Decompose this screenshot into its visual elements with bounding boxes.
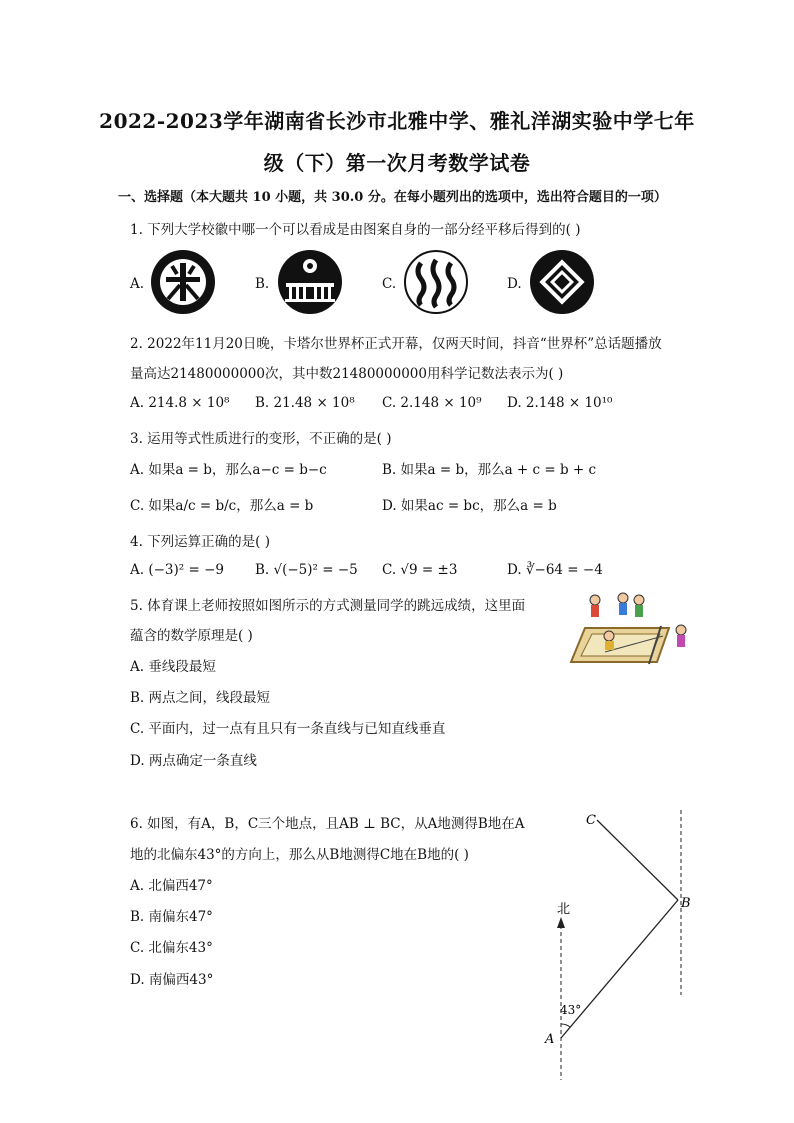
long-jump-illustration [565,592,695,668]
q6-option-d: D. 南偏西43° [130,972,214,988]
peking-university-logo [150,249,216,315]
direction-diagram [535,800,705,1085]
exam-title-line2: 级（下）第一次月考数学试卷 [263,151,531,175]
exam-title-line1: 2022-2023学年湖南省长沙市北雅中学、雅礼洋湖实验中学七年 [99,109,695,133]
q3-option-a: A. 如果a = b，那么a−c = b−c [130,462,327,478]
q6-option-b: B. 南偏东47° [130,909,213,925]
question-6-line2: 地的北偏东43°的方向上，那么从B地测得C地在B地的( ) [130,847,469,863]
q2-option-c: C. 2.148 × 10⁹ [382,395,482,411]
q2-option-a: A. 214.8 × 10⁸ [130,395,230,411]
q4-option-a: A. (−3)² = −9 [130,562,224,578]
knot-pattern-logo [529,249,595,315]
q1-option-c-label: C. [382,276,397,292]
wave-pattern-logo [403,249,469,315]
q1-option-a-label: A. [130,276,145,292]
q2-option-d: D. 2.148 × 10¹⁰ [507,395,613,411]
q1-option-b-label: B. [255,276,270,292]
q5-option-c: C. 平面内，过一点有且只有一条直线与已知直线垂直 [130,721,446,737]
question-1: 1. 下列大学校徽中哪一个可以看成是由图案自身的一部分经平移后得到的( ) [130,222,581,238]
building-gate-logo [277,249,343,315]
question-4: 4. 下列运算正确的是( ) [130,534,270,550]
q3-option-c: C. 如果a/c = b/c，那么a = b [130,498,314,514]
q5-option-a: A. 垂线段最短 [130,659,216,675]
q4-option-c: C. √9 = ±3 [382,562,458,578]
q5-option-b: B. 两点之间，线段最短 [130,690,271,706]
question-6-line1: 6. 如图，有A，B，C三个地点，且AB ⊥ BC，从A地测得B地在A [130,816,525,832]
q2-option-b: B. 21.48 × 10⁸ [255,395,355,411]
q4-option-b: B. √(−5)² = −5 [255,562,358,578]
section-heading: 一、选择题（本大题共 10 小题，共 30.0 分。在每小题列出的选项中，选出符合题目的一项） [118,190,667,205]
q1-option-d-label: D. [507,276,522,292]
north-label: 北 [557,902,571,917]
point-a-label: A [545,1032,555,1047]
question-3: 3. 运用等式性质进行的变形，不正确的是( ) [130,431,392,447]
q3-option-b: B. 如果a = b，那么a + c = b + c [382,462,597,478]
q4-option-d: D. ∛−64 = −4 [507,562,603,578]
question-2-line2: 量高达21480000000次，其中数21480000000用科学记数法表示为( ) [130,366,564,382]
question-2-line1: 2. 2022年11月20日晚，卡塔尔世界杯正式开幕，仅两天时间，抖音“世界杯”总话题播放 [130,336,662,352]
q6-option-a: A. 北偏西47° [130,878,213,894]
question-5-line1: 5. 体育课上老师按照如图所示的方式测量同学的跳远成绩，这里面 [130,598,526,614]
q3-option-d: D. 如果ac = bc，那么a = b [382,498,557,514]
question-5-line2: 蕴含的数学原理是( ) [130,628,253,644]
q5-option-d: D. 两点确定一条直线 [130,753,257,769]
point-c-label: C [586,813,596,828]
angle-label: 43° [560,1003,582,1017]
q6-option-c: C. 北偏东43° [130,940,213,956]
point-b-label: B [681,896,691,911]
